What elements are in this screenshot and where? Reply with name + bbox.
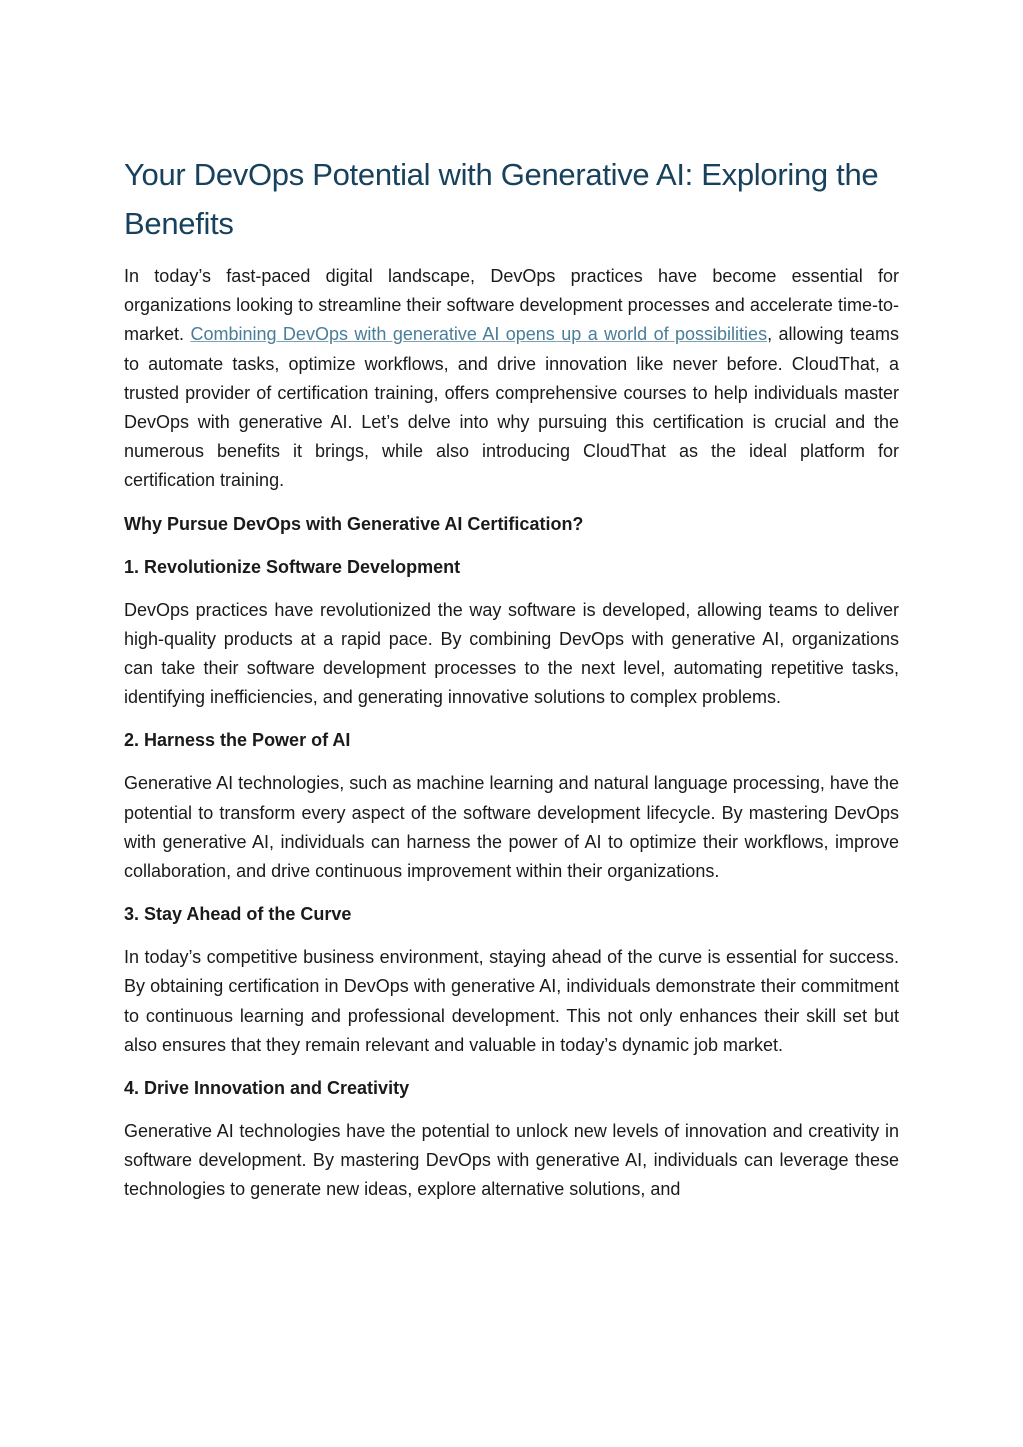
intro-text-start: In today’s fast-paced digital landscape, DevOps practices have become essential for organizations looking to streamline their software development processes and accelerate time-to-market. bbox=[124, 266, 899, 345]
section-heading: 1. Revolutionize Software Development bbox=[124, 556, 461, 577]
devops-genai-link[interactable]: Combining DevOps with generative AI opens up a world of possibilities bbox=[190, 324, 768, 345]
article-title: Your DevOps Potential with Generative AI: Exploring the Benefits bbox=[124, 157, 879, 241]
intro-text-end: , allowing teams to automate tasks, optimize workflows, and drive innovation like never before. CloudThat, a trusted provider of certification training, offers comprehensive courses to help individuals master DevOps with generative AI. Let’s delve into why pursuing this certification is crucial and the numerous benefits it brings, while also introducing CloudThat as the ideal platform for certification training. bbox=[124, 324, 899, 491]
section-body: Generative AI technologies have the potential to unlock new levels of innovation and creativity in software development. By mastering DevOps with generative AI, individuals can leverage these technologies to generate new ideas, explore alternative solutions, and bbox=[124, 1121, 899, 1200]
section-heading: 3. Stay Ahead of the Curve bbox=[124, 904, 352, 925]
article-body bbox=[124, 150, 899, 1219]
section-heading: 4. Drive Innovation and Creativity bbox=[124, 1078, 410, 1099]
section-body: DevOps practices have revolutionized the way software is developed, allowing teams to deliver high-quality products at a rapid pace. By combining DevOps with generative AI, organizations can take their software development processes to the next level, automating repetitive tasks, identifying inefficiencies, and generating innovative solutions to complex problems. bbox=[124, 599, 899, 708]
section-body: In today’s competitive business environment, staying ahead of the curve is essential for success. By obtaining certification in DevOps with generative AI, individuals demonstrate their commitment to continuous learning and professional development. This not only enhances their skill set but also ensures that they remain relevant and valuable in today’s dynamic job market. bbox=[124, 947, 899, 1055]
intro-paragraph bbox=[124, 262, 899, 496]
question-heading: Why Pursue DevOps with Generative AI Certification? bbox=[124, 513, 584, 534]
section-body: Generative AI technologies, such as machine learning and natural language processing, have the potential to transform every aspect of the software development lifecycle. By mastering DevOps with generative AI, individuals can harness the power of AI to optimize their workflows, improve collaboration, and drive continuous improvement within their organizations. bbox=[124, 773, 899, 882]
section-heading: 2. Harness the Power of AI bbox=[124, 730, 351, 751]
